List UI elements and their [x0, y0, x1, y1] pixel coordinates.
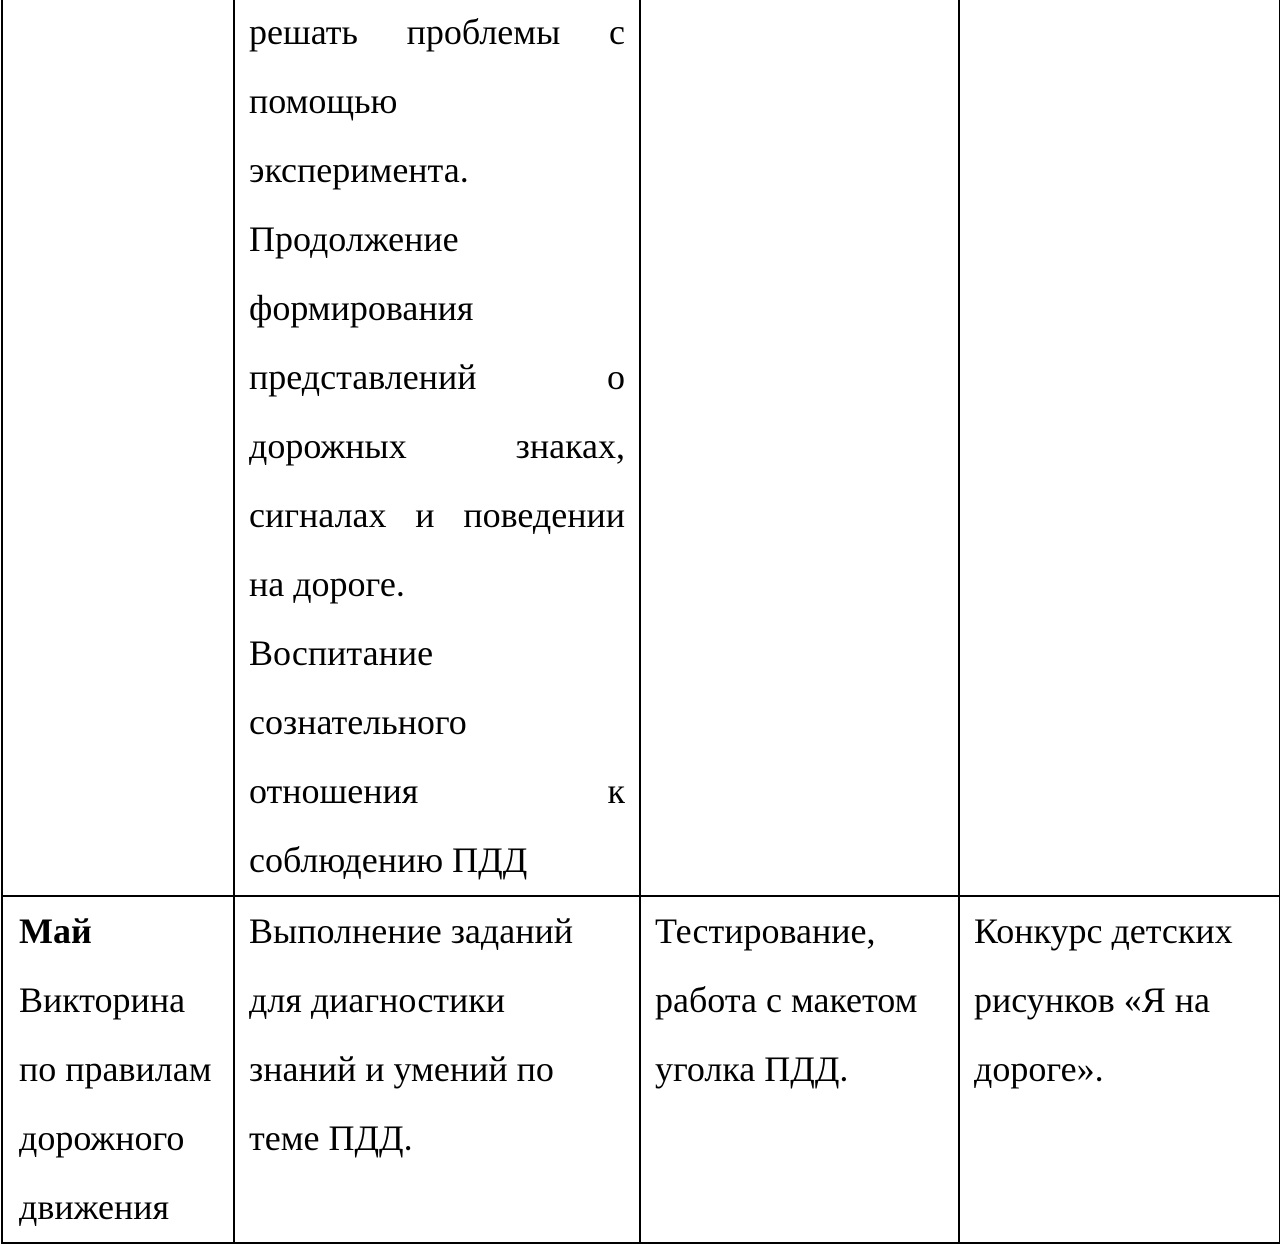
- text-line: соблюдению ПДД: [249, 840, 528, 880]
- text-line: работа с макетом: [655, 980, 918, 1020]
- text-line: формирования: [249, 288, 474, 328]
- text-line: Продолжение: [249, 219, 459, 259]
- table-cell-goals: [234, 896, 640, 1243]
- table-row: [2, 896, 1280, 1243]
- text-line: дорожного: [19, 1118, 185, 1158]
- table-cell-goals: [234, 0, 640, 896]
- table-cell-event: [2, 896, 234, 1243]
- text-line: для диагностики: [249, 980, 506, 1020]
- text-line: помощью: [249, 81, 398, 121]
- text-line: уголка ПДД.: [655, 1049, 849, 1089]
- text-line: сознательного: [249, 702, 467, 742]
- text-line: движения: [19, 1187, 170, 1227]
- text-line: дорожных знаках,: [249, 426, 625, 466]
- text-line: представлений о: [249, 357, 625, 397]
- text-line: рисунков «Я на: [974, 980, 1210, 1020]
- text-line: Викторина: [19, 980, 186, 1020]
- text-line: Воспитание: [249, 633, 434, 673]
- table-cell-event: [2, 0, 234, 896]
- table-cell-parents: [959, 0, 1280, 896]
- table-cell-work: [640, 0, 959, 896]
- table-row: [2, 0, 1280, 896]
- text-line: отношения к: [249, 771, 625, 811]
- text-line: Конкурс детских: [974, 911, 1233, 951]
- table-cell-work: [640, 896, 959, 1243]
- text-line: на дороге.: [249, 564, 405, 604]
- text-line: по правилам: [19, 1049, 212, 1089]
- text-line: эксперимента.: [249, 150, 469, 190]
- text-line: решать проблемы с: [249, 12, 625, 52]
- text-line: Тестирование,: [655, 911, 876, 951]
- text-line: теме ПДД.: [249, 1118, 413, 1158]
- text-line: Выполнение заданий: [249, 911, 573, 951]
- road-safety-plan-table: [1, 0, 1280, 1244]
- table-cell-parents: [959, 896, 1280, 1243]
- text-line: дороге».: [974, 1049, 1104, 1089]
- text-line: знаний и умений по: [249, 1049, 554, 1089]
- month-label: Май: [19, 911, 92, 951]
- text-line: сигналах и поведении: [249, 495, 625, 535]
